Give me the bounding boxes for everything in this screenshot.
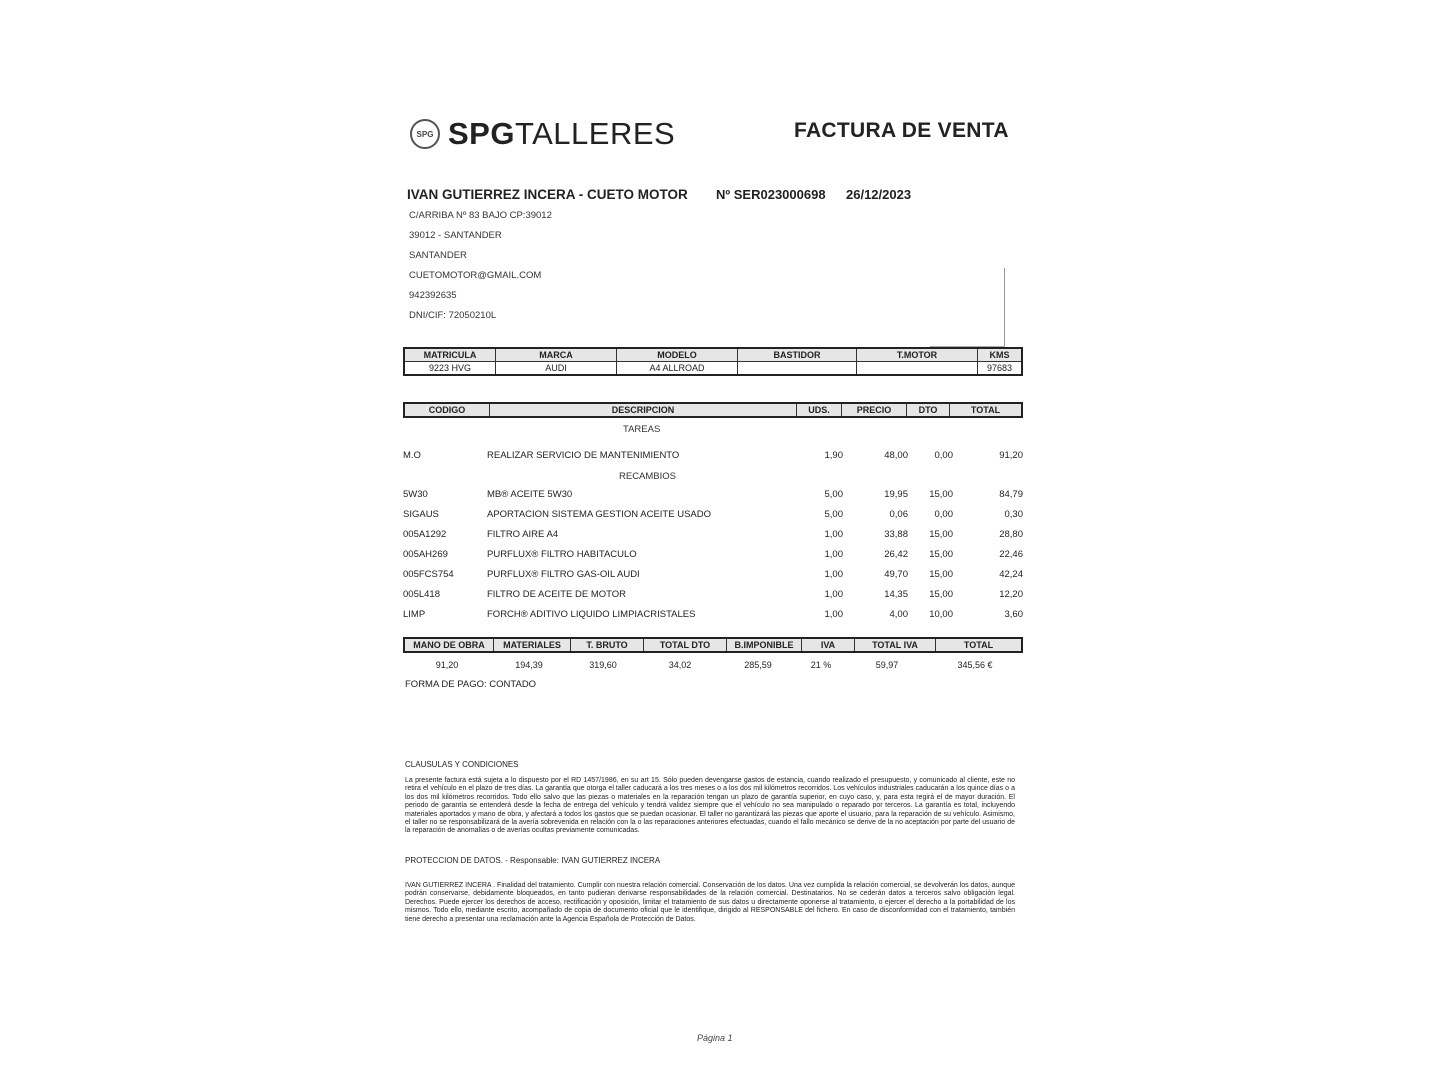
vehicle-header-cell: BASTIDOR: [738, 348, 857, 362]
line-total: 84,79: [999, 489, 1023, 500]
document-title: FACTURA DE VENTA: [794, 119, 1009, 142]
line-dto: 10,00: [929, 609, 953, 620]
line-code: LIMP: [403, 609, 426, 620]
address-line: DNI/CIF: 72050210L: [409, 310, 497, 321]
line-price: 14,35: [884, 589, 908, 600]
lines-header-cell: DESCRIPCION: [490, 403, 797, 417]
invoice-number: Nº SER023000698: [716, 187, 826, 202]
totals-header-cell: TOTAL IVA: [855, 638, 936, 652]
totals-value-cell: 319,60: [589, 659, 617, 670]
data-protection-title: PROTECCION DE DATOS. - Responsable: IVAN GUTIERREZ INCERA: [405, 856, 661, 865]
vehicle-header-cell: KMS: [978, 348, 1023, 362]
line-uds: 1,00: [824, 549, 843, 560]
totals-header: [403, 637, 1023, 653]
line-price: 48,00: [884, 450, 908, 461]
totals-value-cell: 194,39: [515, 659, 543, 670]
lines-header-row: [404, 403, 1022, 417]
line-desc: FILTRO AIRE A4: [487, 529, 559, 540]
lines-header-cell: TOTAL: [950, 403, 1023, 417]
section-parts: RECAMBIOS: [619, 471, 677, 482]
line-desc: FORCH® ADITIVO LIQUIDO LIMPIACRISTALES: [487, 609, 696, 620]
line-total: 12,20: [999, 589, 1023, 600]
totals-header-cell: MATERIALES: [494, 638, 571, 652]
vehicle-value-cell: [857, 362, 978, 376]
clauses-text: La presente factura está sujeta a lo dispuesto por el RD 1457/1986, en su art 15. Sólo pueden devengarse gastos de estancia, cuando realizado el presupuesto, y comunicado al cliente, este no retira el vehículo en el plazo de tres días. La garantía que otorga el taller caducará a los tres meses o a los dos mil kilómetros recorridos. Los vehículos industriales caducarán a los quince días o a los dos mil kilómetros recorridos. Todo ello salvo que las piezas o materiales en la reparación tengan un plazo de garantía superior, en cuyo caso, y, para esta regirá el de mayor duración. El periodo de garantía se entenderá desde la fecha de entrega del vehículo y tendrá validez siempre que el vehículo no sea manipulado o reparado por terceros. La garantía es total, incluyendo materiales aportados y mano de obra, y afectará a todos los gastos que se puedan ocasionar. El taller no garantizará las piezas que aporte el usuario, para la reparación de su vehículo. Asimismo, el taller no se responsabilizará de la avería sobrevenida en relación con la o las reparaciones anteriores efectuadas, cuando el fallo mecánico se derive de la no aceptación por parte del usuario de la reparación de anomalías o de averías ocultas previamente comunicadas.: [405, 777, 1015, 835]
line-total: 28,80: [999, 529, 1023, 540]
totals-values: [403, 658, 1023, 671]
line-total: 22,46: [999, 549, 1023, 560]
line-uds: 1,00: [824, 609, 843, 620]
line-code: 005A1292: [403, 529, 447, 540]
line-uds: 1,00: [824, 589, 843, 600]
vehicle-header-cell: MARCA: [496, 348, 617, 362]
line-dto: 15,00: [929, 589, 953, 600]
vehicle-table: [403, 347, 1023, 376]
line-price: 0,06: [889, 509, 908, 520]
vehicle-value-cell: 9223 HVG: [404, 362, 496, 376]
lines-header-cell: DTO: [907, 403, 950, 417]
vehicle-header-row: [404, 348, 1022, 362]
vehicle-value-row: [404, 362, 1022, 376]
line-desc: APORTACION SISTEMA GESTION ACEITE USADO: [487, 509, 711, 520]
clauses-title: CLAUSULAS Y CONDICIONES: [405, 760, 519, 769]
totals-header-cell: MANO DE OBRA: [404, 638, 494, 652]
vehicle-value-cell: A4 ALLROAD: [617, 362, 738, 376]
data-protection-text: IVAN GUTIERREZ INCERA . Finalidad del tratamiento. Cumplir con nuestra relación comercial. Conservación de los datos. Una vez cumplida la relación comercial, se devolverán los datos, aunque podrán conservarse, debidamente bloqueados, en tanto pudieran derivarse responsabilidades de la relación comercial. Destinatarios. No se cederán datos a terceros salvo obligación legal. Derechos. Puede ejercer los derechos de acceso, rectificación y oposición, limitar el tratamiento de sus datos u directamente oponerse al tratamiento, o ejercer el derecho a la portabilidad de los mismos. Todo ello, mediante escrito, acompañado de copia de documento oficial que le identifique, dirigido al RESPONSABLE del fichero. En caso de disconformidad con el tratamiento, también tiene derecho a presentar una reclamación ante la Agencia Española de Protección de Datos.: [405, 882, 1015, 923]
payment-method: FORMA DE PAGO: CONTADO: [405, 679, 537, 690]
line-uds: 1,00: [824, 529, 843, 540]
logo-bold: SPG: [448, 116, 515, 151]
line-price: 4,00: [889, 609, 908, 620]
line-uds: 1,00: [824, 569, 843, 580]
vehicle-header-cell: MATRICULA: [404, 348, 496, 362]
logo-badge-icon: SPG: [410, 119, 440, 149]
totals-value-cell: 59,97: [875, 659, 899, 670]
line-dto: 15,00: [929, 529, 953, 540]
address-line: CUETOMOTOR@GMAIL.COM: [409, 270, 542, 281]
line-uds: 5,00: [824, 509, 843, 520]
vehicle-value-cell: 97683: [978, 362, 1023, 376]
vehicle-header-cell: T.MOTOR: [857, 348, 978, 362]
vehicle-value-cell: AUDI: [496, 362, 617, 376]
line-uds: 5,00: [824, 489, 843, 500]
line-item: [0, 589, 1440, 603]
line-code: M.O: [403, 450, 421, 461]
address-box-border: [1004, 268, 1005, 346]
logo-wordmark: [448, 116, 675, 152]
totals-header-cell: T. BRUTO: [571, 638, 644, 652]
line-total: 3,60: [1004, 609, 1023, 620]
company-logo: [410, 116, 675, 152]
line-total: 91,20: [999, 450, 1023, 461]
client-name: IVAN GUTIERREZ INCERA - CUETO MOTOR: [407, 187, 688, 202]
lines-header-cell: CODIGO: [404, 403, 490, 417]
logo-light: TALLERES: [514, 116, 676, 151]
line-dto: 0,00: [934, 450, 953, 461]
line-desc: PURFLUX® FILTRO GAS-OIL AUDI: [487, 569, 640, 580]
line-dto: 15,00: [929, 489, 953, 500]
address-line: C/ARRIBA Nº 83 BAJO CP:39012: [409, 210, 552, 221]
line-item: [0, 509, 1440, 523]
line-uds: 1,90: [824, 450, 843, 461]
line-desc: PURFLUX® FILTRO HABITACULO: [487, 549, 637, 560]
line-code: 5W30: [403, 489, 428, 500]
line-dto: 0,00: [934, 509, 953, 520]
line-code: 005L418: [403, 589, 440, 600]
line-price: 26,42: [884, 549, 908, 560]
totals-value-cell: 285,59: [744, 659, 772, 670]
line-item: [0, 450, 1440, 464]
line-total: 0,30: [1004, 509, 1023, 520]
line-code: 005AH269: [403, 549, 448, 560]
line-price: 19,95: [884, 489, 908, 500]
line-item: [0, 489, 1440, 503]
totals-header-row: [404, 638, 1022, 652]
line-desc: REALIZAR SERVICIO DE MANTENIMIENTO: [487, 450, 680, 461]
totals-value-cell: 345,56 €: [957, 659, 993, 670]
vehicle-header-cell: MODELO: [617, 348, 738, 362]
totals-value-cell: 21 %: [810, 659, 832, 670]
lines-header-cell: PRECIO: [842, 403, 907, 417]
line-total: 42,24: [999, 569, 1023, 580]
address-line: SANTANDER: [409, 250, 467, 261]
line-desc: MB® ACEITE 5W30: [487, 489, 573, 500]
page-number: Página 1: [697, 1033, 733, 1043]
vehicle-value-cell: [738, 362, 857, 376]
line-price: 49,70: [884, 569, 908, 580]
line-dto: 15,00: [929, 549, 953, 560]
line-code: 005FCS754: [403, 569, 454, 580]
lines-header: [403, 402, 1023, 418]
line-item: [0, 529, 1440, 543]
totals-header-cell: TOTAL: [936, 638, 1023, 652]
line-price: 33,88: [884, 529, 908, 540]
lines-header-cell: UDS.: [797, 403, 842, 417]
totals-value-row: [403, 658, 1023, 671]
address-line: 39012 - SANTANDER: [409, 230, 502, 241]
line-item: [0, 609, 1440, 623]
invoice-date: 26/12/2023: [846, 187, 912, 202]
totals-value-cell: 91,20: [435, 659, 459, 670]
totals-header-cell: TOTAL DTO: [644, 638, 727, 652]
totals-value-cell: 34,02: [668, 659, 692, 670]
line-desc: FILTRO DE ACEITE DE MOTOR: [487, 589, 626, 600]
totals-header-cell: B.IMPONIBLE: [727, 638, 802, 652]
line-code: SIGAUS: [403, 509, 439, 520]
totals-header-cell: IVA: [802, 638, 855, 652]
address-line: 942392635: [409, 290, 457, 301]
section-tasks: TAREAS: [623, 424, 661, 435]
line-item: [0, 569, 1440, 583]
line-dto: 15,00: [929, 569, 953, 580]
line-item: [0, 549, 1440, 563]
